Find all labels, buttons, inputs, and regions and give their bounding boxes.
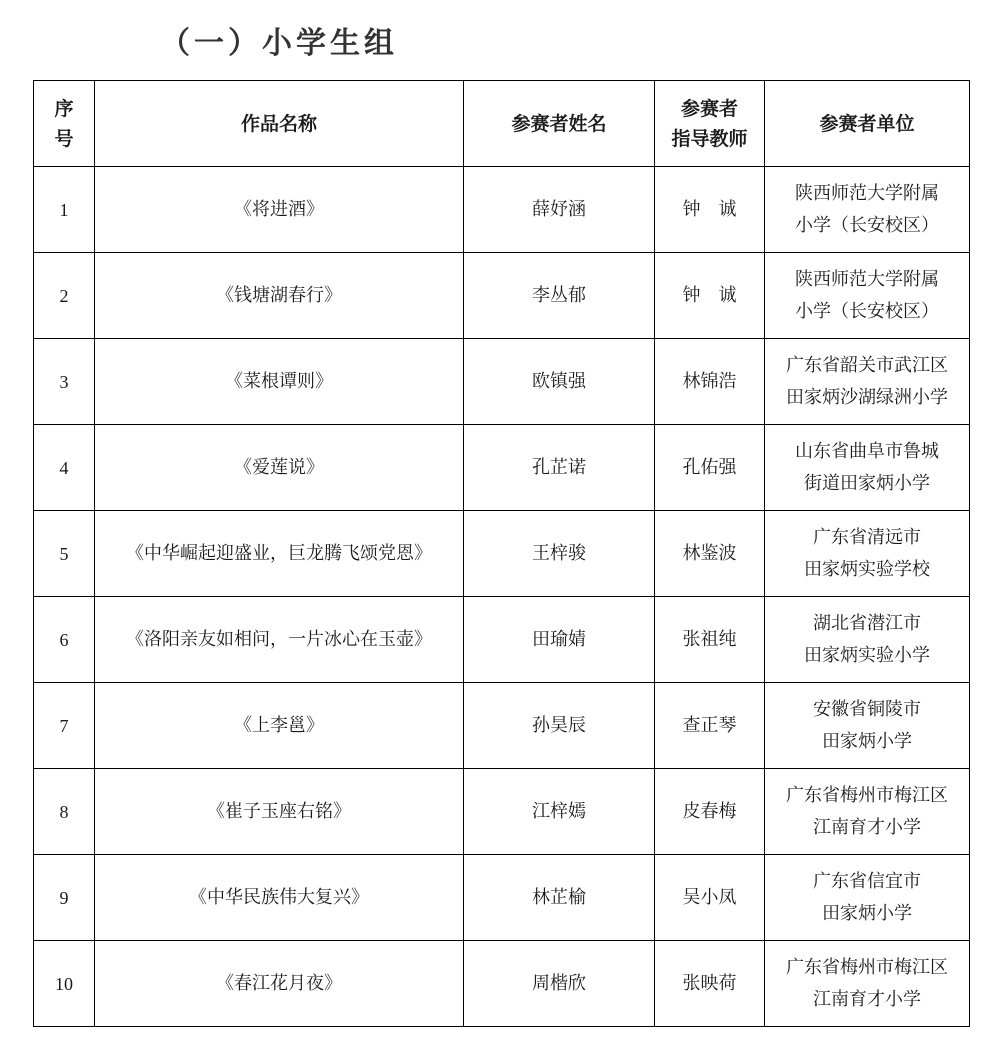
cell-name: 江梓嫣: [464, 769, 655, 855]
cell-unit-line: 小学（长安校区）: [795, 214, 939, 236]
cell-unit: [765, 597, 970, 683]
cell-work: 《春江花月夜》: [95, 941, 464, 1027]
header-name: 参赛者姓名: [464, 81, 655, 167]
cell-unit: [765, 253, 970, 339]
cell-index: 6: [34, 597, 95, 683]
cell-unit-line: 广东省韶关市武江区: [786, 354, 948, 376]
cell-index: 3: [34, 339, 95, 425]
cell-name: 薛妤涵: [464, 167, 655, 253]
cell-unit-line: 田家炳沙湖绿洲小学: [786, 386, 948, 408]
cell-unit-line: 陕西师范大学附属: [795, 182, 939, 204]
header-unit: 参赛者单位: [765, 81, 970, 167]
cell-name: 周楷欣: [464, 941, 655, 1027]
cell-unit: [765, 683, 970, 769]
table-row: [34, 339, 970, 425]
cell-teacher: 皮春梅: [655, 769, 765, 855]
header-row: [34, 81, 970, 167]
cell-work: 《菜根谭则》: [95, 339, 464, 425]
header-work: 作品名称: [95, 81, 464, 167]
cell-name: 孔芷诺: [464, 425, 655, 511]
cell-unit-line: 田家炳实验学校: [804, 558, 930, 580]
cell-index: 2: [34, 253, 95, 339]
table-row: [34, 425, 970, 511]
cell-unit-line: 安徽省铜陵市: [813, 698, 921, 720]
cell-index: 1: [34, 167, 95, 253]
cell-index: 8: [34, 769, 95, 855]
cell-work: 《爱莲说》: [95, 425, 464, 511]
cell-unit-line: 湖北省潜江市: [813, 612, 921, 634]
cell-unit: [765, 511, 970, 597]
cell-index: 4: [34, 425, 95, 511]
cell-unit-line: 广东省梅州市梅江区: [786, 784, 948, 806]
cell-unit-line: 田家炳实验小学: [804, 644, 930, 666]
header-teacher: [655, 81, 765, 167]
cell-teacher: 吴小凤: [655, 855, 765, 941]
table-row: [34, 597, 970, 683]
cell-unit-line: 陕西师范大学附属: [795, 268, 939, 290]
cell-work: 《将进酒》: [95, 167, 464, 253]
cell-unit: [765, 941, 970, 1027]
cell-unit: [765, 769, 970, 855]
table-row: [34, 855, 970, 941]
cell-unit-line: 广东省信宜市: [813, 870, 921, 892]
cell-name: 欧镇强: [464, 339, 655, 425]
cell-unit-line: 江南育才小学: [813, 988, 921, 1010]
cell-index: 5: [34, 511, 95, 597]
table-row: [34, 769, 970, 855]
cell-unit: [765, 167, 970, 253]
cell-index: 9: [34, 855, 95, 941]
cell-unit: [765, 425, 970, 511]
table-row: [34, 941, 970, 1027]
cell-unit-line: 小学（长安校区）: [795, 300, 939, 322]
cell-index: 10: [34, 941, 95, 1027]
table-body: [34, 167, 970, 1027]
cell-unit: [765, 855, 970, 941]
cell-name: 李丛郁: [464, 253, 655, 339]
section-title: （一）小学生组: [160, 26, 398, 61]
cell-teacher: 钟 诚: [655, 253, 765, 339]
cell-teacher: 孔佑强: [655, 425, 765, 511]
awards-table: [33, 80, 970, 1027]
cell-work: 《钱塘湖春行》: [95, 253, 464, 339]
table-row: [34, 511, 970, 597]
cell-unit-line: 街道田家炳小学: [804, 472, 930, 494]
cell-work: 《中华崛起迎盛业，巨龙腾飞颂党恩》: [95, 511, 464, 597]
cell-work: 《崔子玉座右铭》: [95, 769, 464, 855]
cell-unit-line: 江南育才小学: [813, 816, 921, 838]
cell-teacher: 林鉴波: [655, 511, 765, 597]
cell-teacher: 张映荷: [655, 941, 765, 1027]
header-index: [34, 81, 95, 167]
cell-teacher: 林锦浩: [655, 339, 765, 425]
table-row: [34, 167, 970, 253]
cell-teacher: 张祖纯: [655, 597, 765, 683]
cell-unit-line: 广东省梅州市梅江区: [786, 956, 948, 978]
cell-unit-line: 广东省清远市: [813, 526, 921, 548]
header-teacher-line: 指导教师: [671, 127, 748, 150]
cell-name: 孙昊辰: [464, 683, 655, 769]
cell-work: 《中华民族伟大复兴》: [95, 855, 464, 941]
cell-work: 《洛阳亲友如相问，一片冰心在玉壶》: [95, 597, 464, 683]
cell-unit: [765, 339, 970, 425]
cell-unit-line: 田家炳小学: [822, 730, 912, 752]
cell-index: 7: [34, 683, 95, 769]
table-row: [34, 253, 970, 339]
cell-name: 林芷榆: [464, 855, 655, 941]
table-row: [34, 683, 970, 769]
header-teacher-line: 参赛者: [680, 97, 738, 120]
cell-unit-line: 山东省曲阜市鲁城: [795, 440, 939, 462]
header-index-line: 号: [54, 127, 74, 150]
header-index-line: 序: [54, 97, 74, 120]
cell-work: 《上李邕》: [95, 683, 464, 769]
cell-name: 田瑜婧: [464, 597, 655, 683]
cell-teacher: 钟 诚: [655, 167, 765, 253]
cell-unit-line: 田家炳小学: [822, 902, 912, 924]
cell-teacher: 查正琴: [655, 683, 765, 769]
cell-name: 王梓骏: [464, 511, 655, 597]
